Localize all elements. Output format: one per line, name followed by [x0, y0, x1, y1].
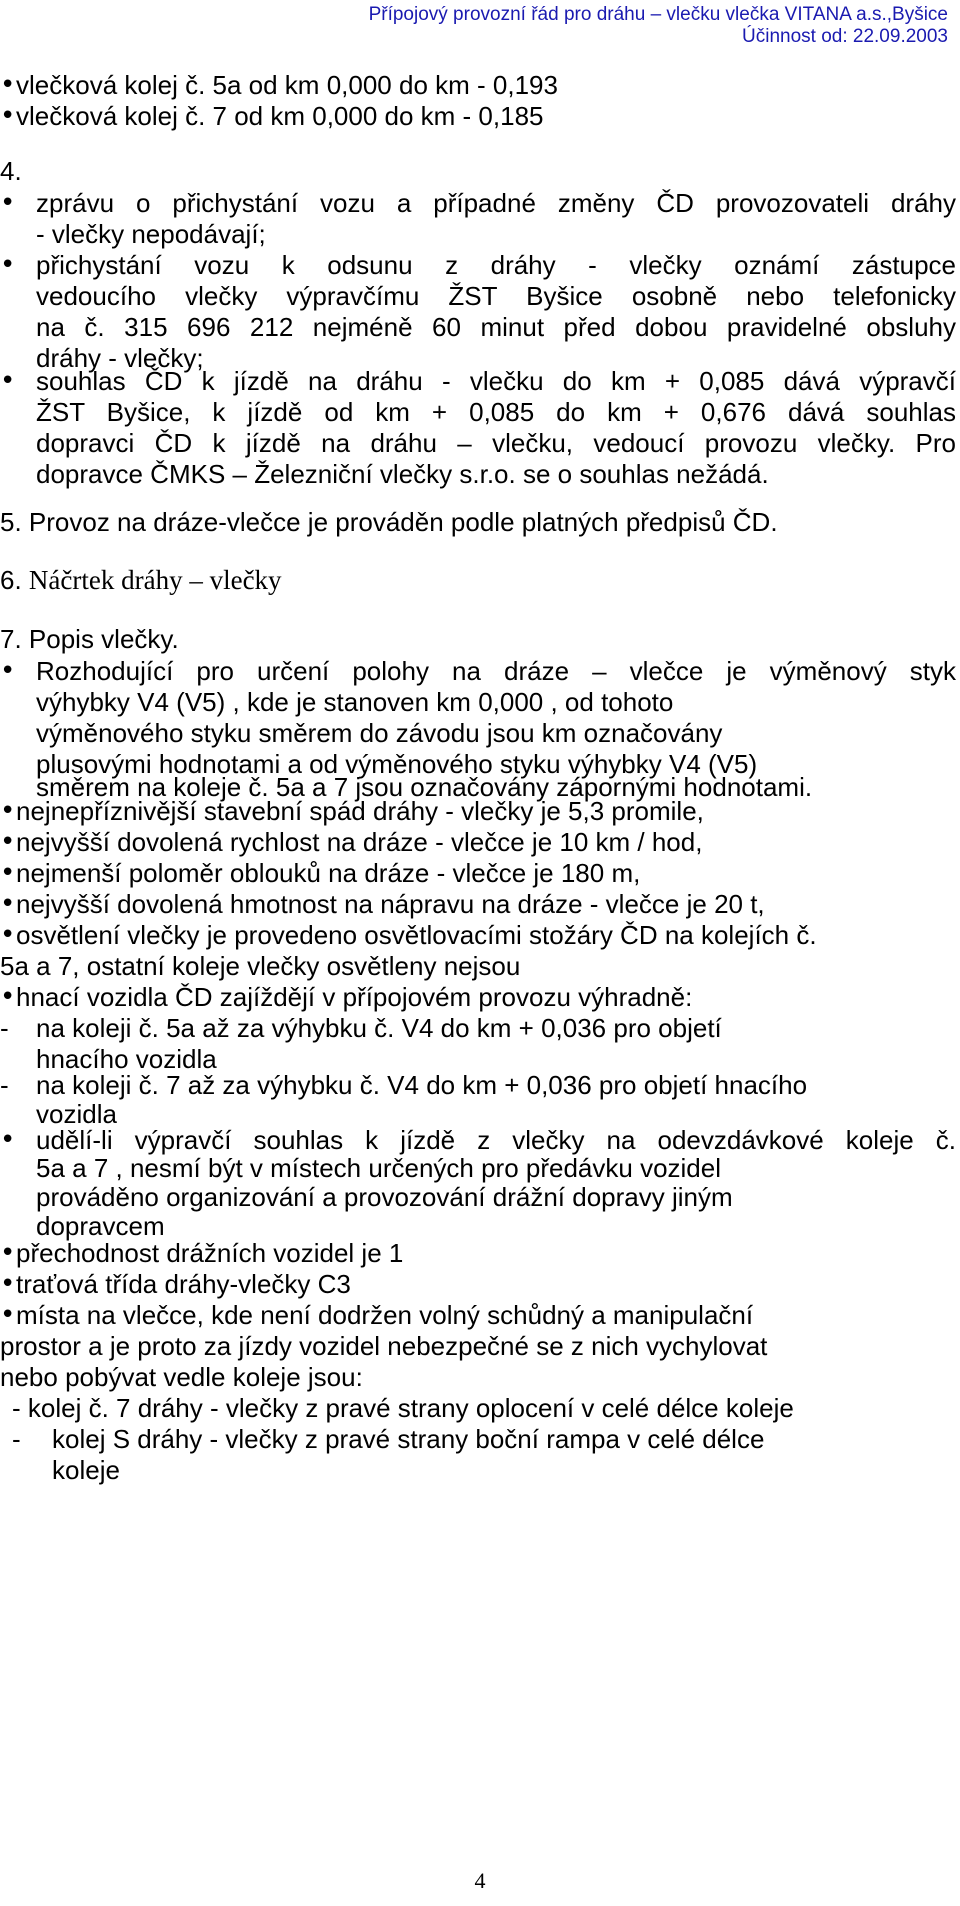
text-line: nebo pobývat vedle koleje jsou:: [0, 1362, 363, 1392]
text-line: místa na vlečce, kde není dodržen volný schůdný a manipulační: [16, 1300, 754, 1330]
text-line: 5a a 7 , nesmí být v místech určených pro předávku vozidel: [36, 1153, 722, 1183]
text-line: koleje: [52, 1455, 120, 1485]
text-line: dopravce ČMKS – Železniční vlečky s.r.o. se o souhlas nežádá.: [36, 459, 769, 489]
bullet: •: [0, 889, 16, 919]
bullet: •: [0, 1300, 16, 1330]
text-line: výměnového styku směrem do závodu jsou km označovány: [36, 718, 723, 748]
text-line: nejmenší poloměr oblouků na dráze - vlečce je 180 m,: [16, 858, 641, 888]
text-line: prováděno organizování a provozování drážní dopravy jiným: [36, 1182, 733, 1212]
header-title: Přípojový provozní řád pro dráhu – vlečku vlečka VITANA a.s.,Byšice: [368, 4, 948, 25]
bullet: •: [0, 827, 16, 857]
text-line: na koleji č. 5a až za výhybku č. V4 do km + 0,036 pro objetí: [36, 1013, 722, 1043]
text-line: na koleji č. 7 až za výhybku č. V4 do km + 0,036 pro objetí hnacího: [36, 1070, 808, 1100]
page-number: 4: [474, 1868, 486, 1893]
text-line: hnacího vozidla: [36, 1044, 217, 1074]
bullet: •: [0, 1125, 16, 1155]
dash: -: [0, 1013, 9, 1043]
text-line: - vlečky nepodávají;: [36, 219, 266, 249]
text-line: prostor a je proto za jízdy vozidel nebezpečné se z nich vychylovat: [0, 1331, 768, 1361]
bullet: •: [0, 920, 16, 950]
text-line: na č. 315 696 212 nejméně 60 minut před dobou pravidelné obsluhy: [36, 312, 956, 342]
dash: -: [0, 1070, 9, 1100]
text-line: přichystání vozu k odsunu z dráhy - vlečky oznámí zástupce: [36, 250, 956, 280]
text-line: hnací vozidla ČD zajíždějí v přípojovém provozu výhradně:: [16, 982, 693, 1012]
text-line: souhlas ČD k jízdě na dráhu - vlečku do km + 0,085 dává výpravčí: [36, 366, 956, 396]
section-5: 5. Provoz na dráze-vlečce je prováděn podle platných předpisů ČD.: [0, 507, 778, 537]
text-line: vlečková kolej č. 7 od km 0,000 do km - 0,185: [16, 101, 544, 131]
text-line: dráhy - vlečky;: [36, 343, 204, 373]
text-line: ŽST Byšice, k jízdě od km + 0,085 do km + 0,676 dává souhlas: [36, 397, 956, 427]
bullet: •: [0, 796, 16, 826]
dash: -: [12, 1424, 21, 1454]
text-line: 5a a 7, ostatní koleje vlečky osvětleny nejsou: [0, 951, 521, 981]
text-line: dopravci ČD k jízdě na dráhu – vlečku, vedoucí provozu vlečky. Pro: [36, 428, 956, 458]
text-line: - kolej č. 7 dráhy - vlečky z pravé strany oplocení v celé délce koleje: [12, 1393, 794, 1423]
header-effective-date: Účinnost od: 22.09.2003: [742, 26, 948, 47]
text-line: osvětlení vlečky je provedeno osvětlovacími stožáry ČD na kolejích č.: [16, 920, 817, 950]
bullet: •: [0, 188, 16, 218]
text-line: udělí-li výpravčí souhlas k jízdě z vlečky na odevzdávkové koleje č.: [36, 1125, 956, 1155]
bullet: •: [0, 70, 16, 100]
text-line: nejvyšší dovolená rychlost na dráze - vlečce je 10 km / hod,: [16, 827, 703, 857]
text-line: vozidla: [36, 1099, 117, 1129]
page-header: [369, 4, 948, 48]
section-6-title: Náčrtek dráhy – vlečky: [28, 565, 282, 595]
bullet: •: [0, 366, 16, 396]
bullet: •: [0, 1269, 16, 1299]
bullet: •: [0, 858, 16, 888]
section-6: [0, 565, 282, 595]
bullet: •: [0, 250, 16, 280]
section-7-title: 7. Popis vlečky.: [0, 624, 179, 654]
text-line: Rozhodující pro určení polohy na dráze – vlečce je výměnový styk: [36, 656, 956, 686]
text-line: směrem na koleje č. 5a a 7 jsou označovány zápornými hodnotami.: [36, 772, 813, 802]
text-line: dopravcem: [36, 1211, 165, 1241]
text-line: traťová třída dráhy-vlečky C3: [16, 1269, 351, 1299]
text-line: přechodnost drážních vozidel je 1: [16, 1238, 404, 1268]
bullet: •: [0, 101, 16, 131]
bullet: •: [0, 656, 16, 686]
bullet: •: [0, 982, 16, 1012]
bullet: •: [0, 1238, 16, 1268]
text-line: nejvyšší dovolená hmotnost na nápravu na dráze - vlečce je 20 t,: [16, 889, 765, 919]
text-line: kolej S dráhy - vlečky z pravé strany boční rampa v celé délce: [52, 1424, 765, 1454]
text-line: zprávu o přichystání vozu a případné změny ČD provozovateli dráhy: [36, 188, 956, 218]
section-number: 4.: [0, 156, 22, 186]
text-line: nejnepříznivější stavební spád dráhy - vlečky je 5,3 promile,: [16, 796, 704, 826]
text-line: vlečková kolej č. 5a od km 0,000 do km - 0,193: [16, 70, 558, 100]
text-line: plusovými hodnotami a od výměnového styku výhybky V4 (V5): [36, 749, 758, 779]
section-6-number: 6.: [0, 565, 29, 595]
text-line: vedoucího vlečky výpravčímu ŽST Byšice osobně nebo telefonicky: [36, 281, 956, 311]
text-line: výhybky V4 (V5) , kde je stanoven km 0,000 , od tohoto: [36, 687, 674, 717]
